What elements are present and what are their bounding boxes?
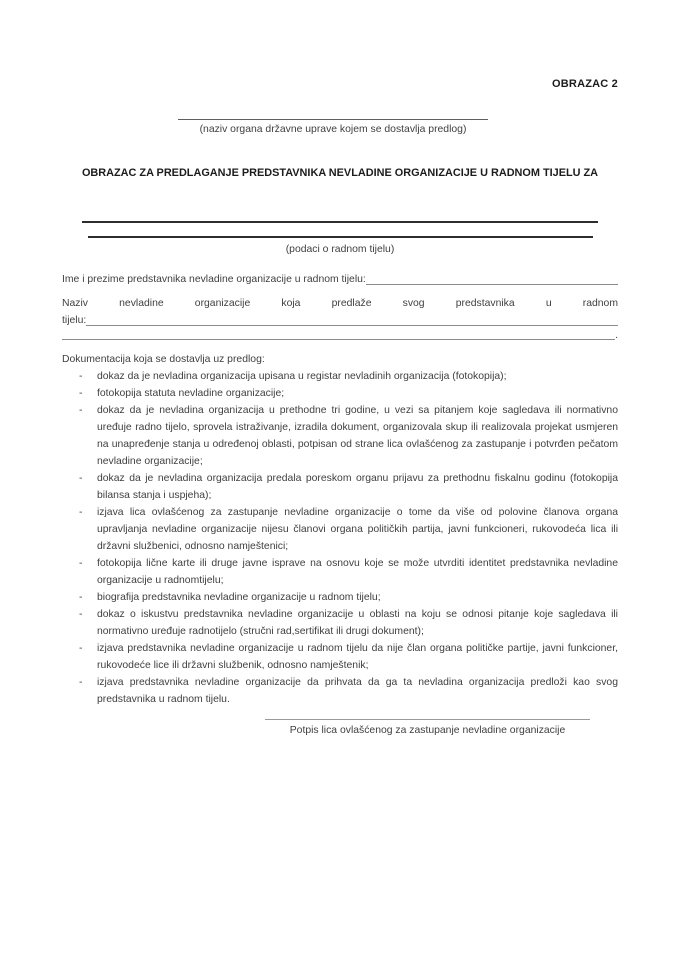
signature-block [265, 719, 590, 739]
form-number: OBRAZAC 2 [552, 78, 618, 90]
recipient-block [178, 119, 488, 138]
dash-bullet: - [79, 609, 83, 620]
documentation-item-text: dokaz da je nevladina organizacija predala poreskom organu prijavu za prethodnu fiskalnu godinu (fotokopija bilansa stanja i uspjeha); [97, 473, 618, 501]
documentation-item-text: dokaz da je nevladina organizacija u prethodne tri godine, u vezi sa pitanjem koje sagledava ili normativno uređuje radno tijelo, sprovela istraživanje, izradila dokument, organizovala skup ili realizovala projekat usmjeren na unapređenje stanja u određenoj oblasti, potpisan od strane lica ovlašćenog za zastupanje i potvrđen pečatom nevladine organizacije; [97, 405, 618, 467]
signature-caption: Potpis lica ovlašćenog za zastupanje nevladine organizacije [289, 725, 566, 736]
working-body-caption: (podaci o radnom tijelu) [285, 244, 395, 255]
documentation-item [62, 674, 618, 708]
dash-bullet: - [79, 507, 83, 518]
representative-name-label: Ime i prezime predstavnika nevladine organizacije u radnom tijelu: [62, 274, 366, 285]
documentation-item-text: dokaz da je nevladina organizacija upisana u registar nevladinih organizacija (fotokopija); [97, 371, 507, 382]
representative-name-row [62, 271, 618, 288]
documentation-item-text: izjava lica ovlašćenog za zastupanje nevladine organizacije o tome da više od polovine članova organa upravljanja nevladine organizacije nijesu članovi organa političkih partija, javni funkcioneri, rukovodeća lica ili državni službenici, odnosno namještenici; [97, 507, 618, 552]
organization-name-label: tijelu: [62, 315, 87, 326]
form-title: OBRAZAC ZA PREDLAGANJE PREDSTAVNIKA NEVLADINE ORGANIZACIJE U RADNOM TIJELU ZA [81, 167, 599, 179]
recipient-caption: (naziv organa državne uprave kojem se dostavlja predlog) [199, 124, 467, 135]
dash-bullet: - [79, 558, 83, 569]
organization-name-terminator: . [615, 330, 618, 341]
documentation-item-text: izjava predstavnika nevladine organizacije u radnom tijelu da nije član organa političke partije, javni funkcioner, rukovodeće lice ili državni službenik, odnosno namještenik; [97, 643, 618, 671]
documentation-item [62, 368, 618, 385]
documentation-item-text: izjava predstavnika nevladine organizacije da prihvata da ga ta nevladina organizacija predloži kao svog predstavnika u radnom tijelu. [97, 677, 618, 705]
working-body-blank-line-1 [82, 221, 598, 223]
organization-name-blank-2 [62, 329, 615, 340]
organization-name-overflow-row [62, 329, 618, 342]
documentation-item [62, 504, 618, 555]
organization-name-blank [86, 312, 618, 326]
documentation-item [62, 606, 618, 640]
dash-bullet: - [79, 388, 83, 399]
documentation-item [62, 385, 618, 402]
working-body-blank-line-2 [88, 236, 593, 238]
documentation-heading: Dokumentacija koja se dostavlja uz predlog: [62, 354, 265, 365]
organization-name-row [62, 312, 618, 329]
documentation-item [62, 589, 618, 606]
documentation-item [62, 555, 618, 589]
dash-bullet: - [79, 473, 83, 484]
dash-bullet: - [79, 677, 83, 688]
documentation-item [62, 470, 618, 504]
dash-bullet: - [79, 405, 83, 416]
documentation-item-text: dokaz o iskustvu predstavnika nevladine organizacije u oblasti na koju se odnosi pitanje koje sagledava ili normativno uređuje radnotijelo (stručni rad,sertifikat ili drugi dokument); [97, 609, 618, 637]
organization-name-line1: Naziv nevladine organizacije koja predlaže svog predstavnika u radnom [62, 298, 618, 309]
documentation-item-text: fotokopija statuta nevladine organizacije; [97, 388, 285, 399]
documentation-item [62, 402, 618, 470]
dash-bullet: - [79, 592, 83, 603]
documentation-item-text: biografija predstavnika nevladine organizacije u radnom tijelu; [97, 592, 381, 603]
documentation-list [62, 368, 618, 708]
dash-bullet: - [79, 371, 83, 382]
documentation-item [62, 640, 618, 674]
dash-bullet: - [79, 643, 83, 654]
documentation-item-text: fotokopija lične karte ili druge javne isprave na osnovu koje se može utvrditi identitet predstavnika nevladine organizacije u radnomtijelu; [97, 558, 618, 586]
representative-name-blank [366, 271, 618, 285]
